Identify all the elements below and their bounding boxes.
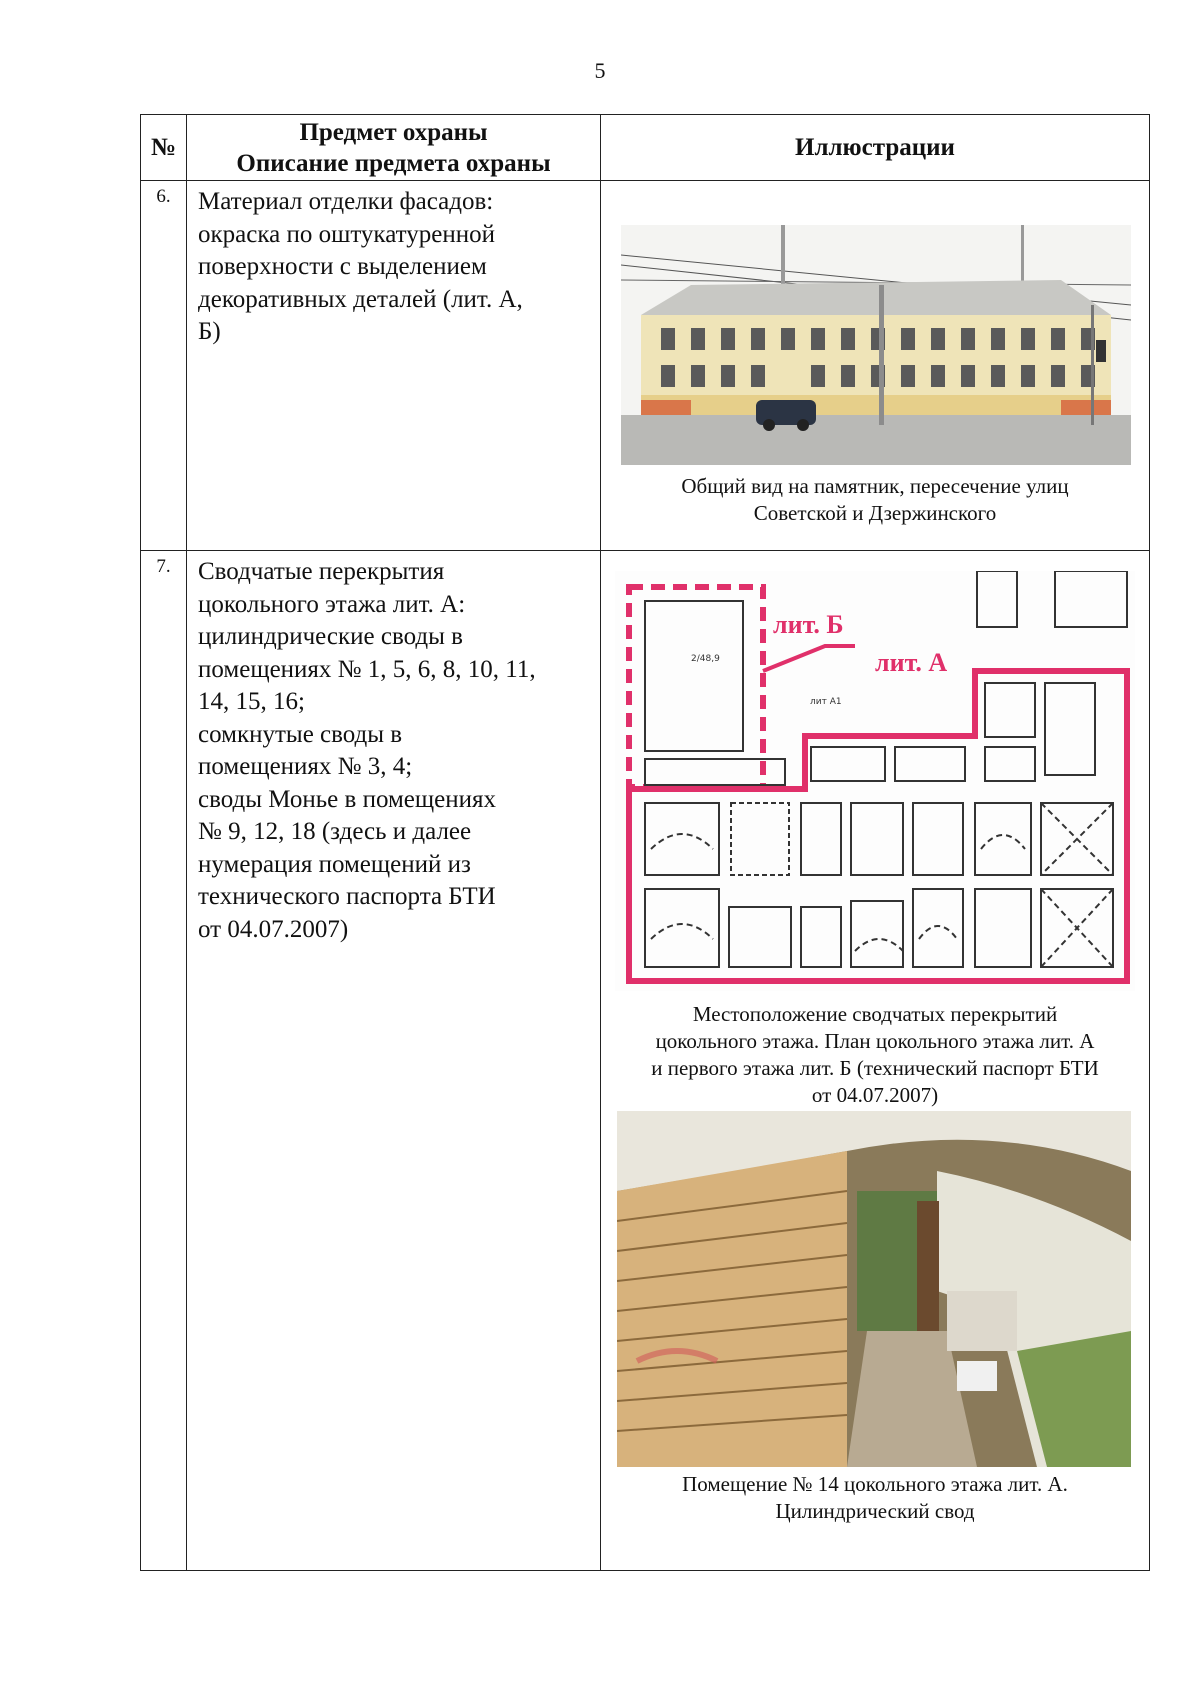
row-number: 7. — [141, 551, 187, 1571]
header-subject — [187, 115, 601, 181]
row-illustrations — [601, 181, 1150, 551]
description-line: декоративных деталей (лит. А, — [198, 285, 523, 313]
description-line: поверхности с выделением — [198, 253, 487, 280]
plan-label-lit-a1: лит А1 — [810, 697, 842, 707]
header-subject-subtitle: Описание предмета охраны — [236, 149, 551, 177]
description-line: № 9, 12, 18 (здесь и далее — [198, 818, 472, 845]
description-line: цокольного этажа лит. А: — [198, 590, 466, 618]
description-line: сомкнутые своды в — [198, 720, 403, 748]
description-line: 14, 15, 16; — [198, 688, 305, 715]
description-line: цилиндрические своды в — [198, 623, 463, 650]
vault-room-photo — [617, 1111, 1131, 1467]
description-line: помещениях № 3, 4; — [198, 753, 413, 780]
floor-plan — [615, 571, 1135, 991]
header-subject-title: Предмет охраны — [299, 118, 488, 146]
description-line: Сводчатые перекрытия — [198, 558, 445, 585]
plan-label-lit-a: лит. А — [875, 648, 948, 677]
description-line: нумерация помещений из — [198, 850, 471, 878]
description-line: технического паспорта БТИ — [198, 883, 496, 910]
description-line: помещениях № 1, 5, 6, 8, 10, 11, — [198, 655, 536, 683]
description-line: Б) — [198, 318, 221, 345]
table-header-row — [141, 115, 1150, 181]
page-number: 5 — [594, 58, 606, 83]
header-illustrations: Иллюстрации — [601, 115, 1150, 181]
photo-caption: Общий вид на памятник, пересечение улиц Советской и Дзержинского — [681, 474, 1069, 525]
row-illustrations — [601, 551, 1150, 1571]
plan-label-lit-b: лит. Б — [773, 610, 844, 639]
description-line: Материал отделки фасадов: — [198, 188, 494, 215]
plan-caption: Местоположение сводчатых перекрытий цокольного этажа. План цокольного этажа лит. А и первого этажа лит. Б (технический паспорт БТИ от 04.07.2007) — [651, 1002, 1099, 1107]
heritage-table — [140, 114, 1150, 1571]
svg-text:2/48,9: 2/48,9 — [691, 654, 720, 664]
table-row — [141, 181, 1150, 551]
description-line: своды Монье в помещениях — [198, 785, 496, 813]
vault-photo-caption: Помещение № 14 цокольного этажа лит. А. Цилиндрический свод — [682, 1472, 1068, 1523]
description-line: окраска по оштукатуренной — [198, 220, 495, 248]
building-photo — [621, 225, 1131, 465]
description-line: от 04.07.2007) — [198, 915, 349, 943]
table-row — [141, 551, 1150, 1571]
header-number: № — [141, 115, 187, 181]
row-description — [187, 551, 601, 1571]
row-description — [187, 181, 601, 551]
row-number: 6. — [141, 181, 187, 551]
